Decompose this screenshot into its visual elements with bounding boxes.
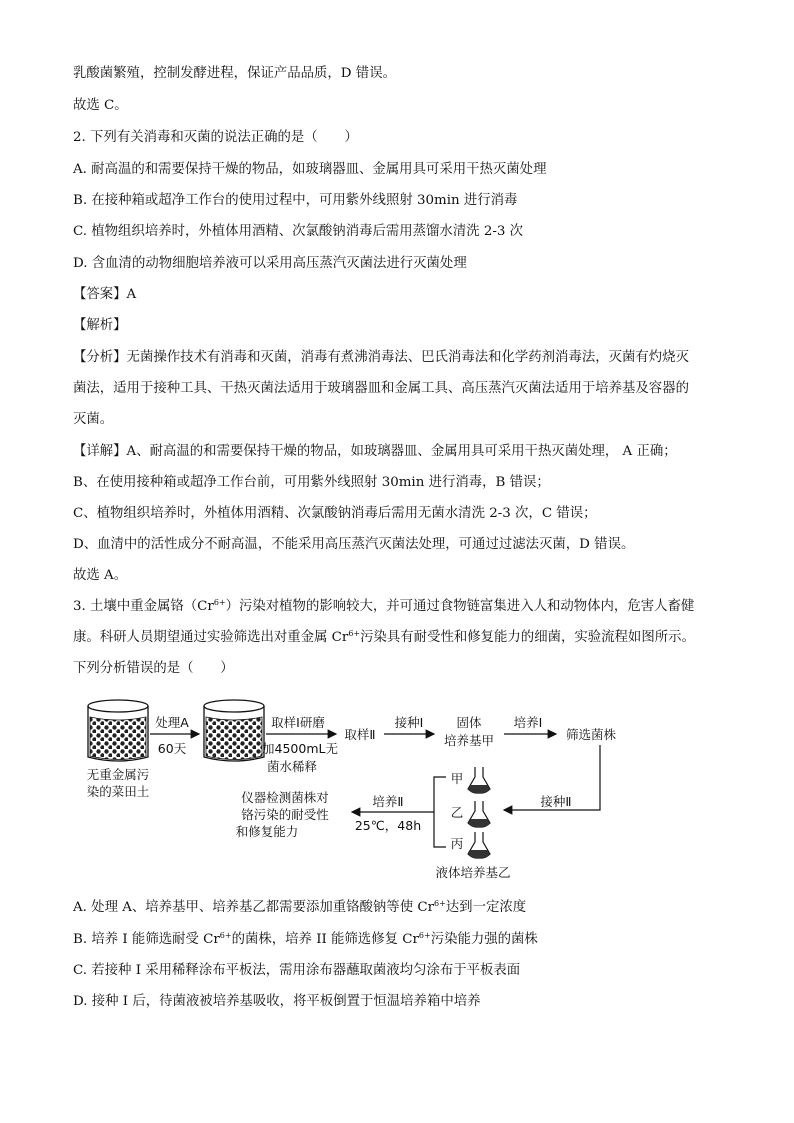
process-a-label: 处理A	[155, 715, 189, 730]
detection-label: 仪器检测菌株对	[241, 790, 329, 805]
solid-medium-label: 培养基甲	[443, 733, 495, 748]
beaker-1-label: 无重金属污	[86, 767, 150, 782]
option-d: D. 接种 I 后，待菌液被培养基吸收，将平板倒置于恒温培养箱中培养	[73, 994, 481, 1009]
text-line: 故选 A。	[73, 568, 128, 583]
answer: 【答案】A	[73, 287, 137, 302]
analysis-text: 菌法，适用于接种工具、干热灭菌法适用于玻璃器皿和金属工具、高压蒸汽灭菌法适用于培养基及容器的	[73, 381, 689, 396]
inoculation-1-label: 接种Ⅰ	[394, 715, 424, 730]
option-a: A. 耐高温的和需要保持干燥的物品，如玻璃器皿、金属用具可采用干热灭菌处理	[73, 162, 547, 177]
liquid-medium-label: 液体培养基乙	[435, 865, 511, 880]
sample-1-label: 取样Ⅰ研磨	[271, 715, 325, 730]
flask-label-bing: 丙	[450, 836, 464, 851]
detail-text: B、在使用接种箱或超净工作台前，可用紫外线照射 30min 进行消毒，B 错误；	[73, 475, 550, 490]
option-b: B. 在接种箱或超净工作台的使用过程中，可用紫外线照射 30min 进行消毒	[73, 193, 518, 208]
text-span: 的菌株，培养 II 能筛选修复 Cr	[231, 932, 419, 947]
text-span: 达到一定浓度	[445, 900, 527, 915]
question-2: 2. 下列有关消毒和灭菌的说法正确的是（ ）	[73, 130, 358, 145]
dilution-label: 加4500mL无	[262, 741, 338, 756]
text-line: 乳酸菌繁殖，控制发酵进程，保证产品品质，D 错误。	[73, 66, 396, 81]
detail-text: C、植物组织培养时，外植体用酒精、次氯酸钠消毒后需用无菌水清洗 2-3 次，C 错误；	[73, 506, 597, 521]
solid-medium-label: 固体	[456, 715, 482, 730]
option-b	[73, 930, 538, 950]
superscript: 6+	[434, 899, 446, 908]
days-label: 60天	[157, 741, 187, 756]
inoculation-2-label: 接种Ⅱ	[540, 794, 572, 809]
option-d: D. 含血清的动物细胞培养液可以采用高压蒸汽灭菌法进行灭菌处理	[73, 256, 467, 271]
superscript: 6+	[219, 931, 232, 940]
text-span: B. 培养 I 能筛选耐受 Cr	[73, 932, 220, 947]
option-c: C. 植物组织培养时，外植体用酒精、次氯酸钠消毒后需用蒸馏水清洗 2-3 次	[73, 224, 524, 239]
question-3	[73, 597, 694, 617]
option-a	[73, 898, 526, 918]
text-span: 污染能力强的菌株	[430, 932, 538, 947]
option-c: C. 若接种 I 采用稀释涂布平板法，需用涂布器蘸取菌液均匀涂布于平板表面	[73, 963, 521, 978]
experiment-flow-diagram	[0, 685, 794, 885]
question-3-line-2	[73, 628, 695, 648]
question-3-line-3: 下列分析错误的是（ ）	[73, 661, 234, 676]
text-span: A. 处理 A、培养基甲、培养基乙都需要添加重铬酸钠等使 Cr	[73, 900, 434, 915]
analysis-heading: 【解析】	[73, 318, 127, 333]
condition-label: 25℃，48h	[354, 818, 422, 833]
bracket	[434, 777, 446, 847]
analysis-text: 灭菌。	[73, 412, 114, 427]
flask-icon	[468, 832, 490, 858]
superscript: 6+	[348, 629, 361, 638]
detection-label: 铬污染的耐受性	[241, 807, 329, 822]
detection-label: 和修复能力	[235, 824, 299, 839]
culture-1-label: 培养Ⅰ	[513, 715, 543, 730]
flask-icon	[468, 767, 490, 793]
superscript: 6+	[213, 598, 226, 607]
text-span: 污染具有耐受性和修复能力的细菌，实验流程如图所示。	[360, 630, 695, 645]
beaker-2	[204, 700, 264, 761]
flask-label-jia: 甲	[450, 771, 464, 786]
text-line: 故选 C。	[73, 98, 128, 113]
text-span: 3. 土壤中重金属铬（Cr	[73, 599, 214, 614]
beaker-1-label: 染的菜田土	[86, 784, 150, 799]
beaker-1	[88, 700, 148, 761]
dilution-label: 菌水稀释	[266, 759, 318, 774]
flask-label-yi: 乙	[450, 805, 464, 820]
screen-strain-label: 筛选菌株	[565, 727, 617, 742]
analysis-text: 【分析】无菌操作技术有消毒和灭菌，消毒有煮沸消毒法、巴氏消毒法和化学药剂消毒法，灭菌有灼烧灭	[73, 350, 689, 365]
superscript: 6+	[418, 931, 431, 940]
detail-text: 【详解】A、耐高温的和需要保持干燥的物品，如玻璃器皿、金属用具可采用干热灭菌处理， A 正确；	[73, 444, 677, 459]
text-span: 康。科研人员期望通过实验筛选出对重金属 Cr	[73, 630, 349, 645]
flask-icon	[468, 801, 490, 827]
text-span: ）污染对植物的影响较大，并可通过食物链富集进入人和动物体内，危害人畜健	[225, 599, 695, 614]
sample-2-label: 取样Ⅱ	[344, 727, 376, 742]
detail-text: D、血清中的活性成分不耐高温，不能采用高压蒸汽灭菌法处理，可通过过滤法灭菌，D 错误。	[73, 537, 635, 552]
culture-2-label: 培养Ⅱ	[372, 794, 404, 809]
